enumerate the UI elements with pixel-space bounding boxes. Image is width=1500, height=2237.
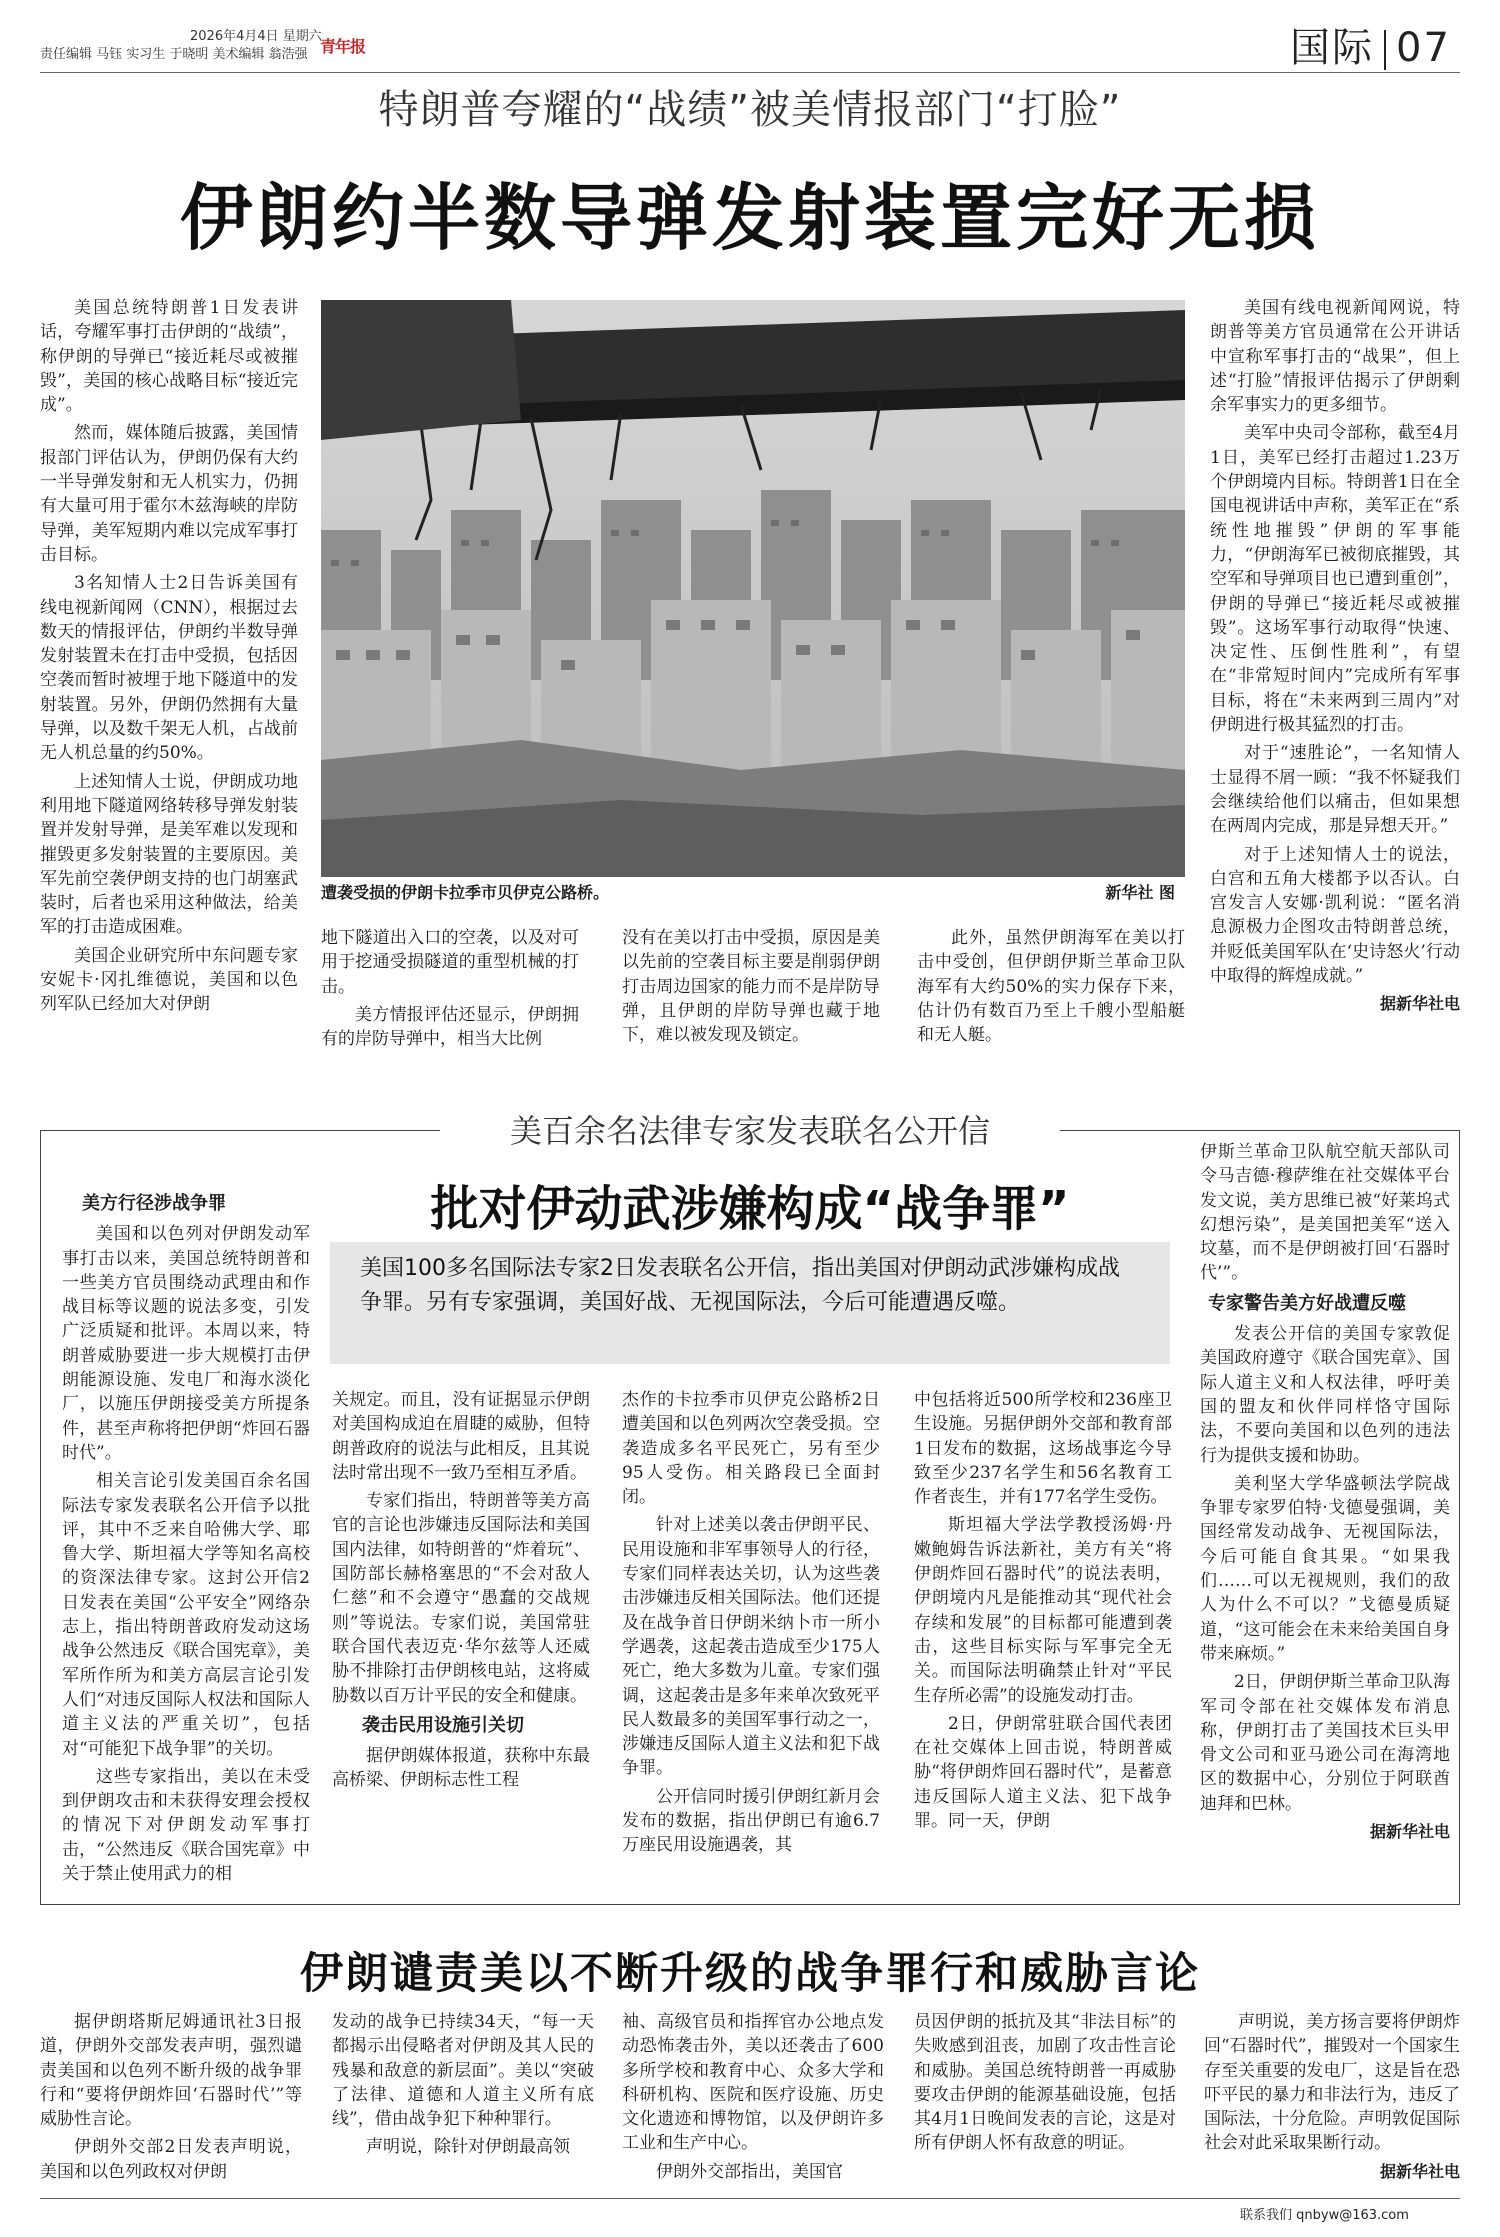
paragraph: 美国有线电视新闻网说，特朗普等美方官员通常在公开讲话中宣称军事打击的“战果”，但上述“打脸”情报评估揭示了伊朗剩余军事实力的更多细节。 xyxy=(1210,298,1460,416)
paragraph: 伊斯兰革命卫队航空航天部队司令马吉德·穆萨维在社交媒体平台发文说，美方思维已被“好莱坞式幻想污染”，是美国把美军“送入坟墓，而不是伊朗被打回‘石器时代’”。 xyxy=(1200,1142,1450,1284)
story1-column-2 xyxy=(321,926,579,1066)
photo-caption xyxy=(321,880,1185,903)
paragraph: 发动的战争已持续34天，“每一天都揭示出侵略者对伊朗及其人民的残暴和敌意的新层面”。美以“突破了法律、道德和人道主义所有底线”，借由战争犯下种种罪行。 xyxy=(332,2012,594,2130)
story1-column-4 xyxy=(917,926,1185,1066)
story2-summary: 美国100多名国际法专家2日发表联名公开信，指出美国对伊朗动武涉嫌构成战争罪。另有专家强调，美国好战、无视国际法，今后可能遭遇反噬。 xyxy=(330,1242,1170,1364)
paragraph: 伊朗外交部指出，美国官 xyxy=(656,2161,843,2182)
story3-column-5 xyxy=(1204,2010,1460,2190)
footer-contact: 联系我们 qnbyw@163.com xyxy=(1240,2208,1409,2223)
paragraph: 斯坦福大学法学教授汤姆·丹嫩鲍姆告诉法新社，美方有关“将伊朗炸回石器时代”的说法表明，伊朗境内凡是能推动其“现代社会存续和发展”的目标都可能遭到袭击，这些目标实际与军事完全无关。而国际法明确禁止针对“平民生存所必需”的设施发动打击。 xyxy=(914,1515,1172,1706)
paragraph: 据伊朗塔斯尼姆通讯社3日报道，伊朗外交部发表声明，强烈谴责美国和以色列不断升级的战争罪行和“要将伊朗炸回‘石器时代’”等威胁性言论。 xyxy=(40,2012,302,2130)
paragraph: 公开信同时援引伊朗红新月会发布的数据，指出伊朗已有逾6.7万座民用设施遇袭，其 xyxy=(622,1786,880,1856)
page-header-info xyxy=(40,28,322,64)
logo-text: 青年报 xyxy=(320,37,366,56)
story2-kicker: 美百余名法律专家发表联名公开信 xyxy=(440,1106,1060,1152)
story2-column-4 xyxy=(914,1388,1172,1888)
editor-credits: 责任编辑 马钰 实习生 于晓明 美术编辑 翁浩强 xyxy=(40,47,308,62)
paragraph: 美国企业研究所中东问题专家安妮卡·冈扎维德说，美国和以色列军队已经加大对伊朗 xyxy=(40,945,298,1015)
issue-date: 2026年4月4日 星期六 xyxy=(190,29,322,44)
story3-headline: 伊朗谴责美以不断升级的战争罪行和威胁言论 xyxy=(300,1949,1200,1999)
paragraph: 关规定。而且，没有证据显示伊朗对美国构成迫在眉睫的威胁，但特朗普政府的说法与此相反，且其说法时常出现不一致乃至相互矛盾。 xyxy=(332,1390,590,1483)
section-header xyxy=(1290,16,1474,70)
subheading: 美方行径涉战争罪 xyxy=(82,1193,226,1214)
story2-column-5 xyxy=(1200,1140,1450,1890)
paragraph: 发表公开信的美国专家敦促美国政府遵守《联合国宪章》、国际人道主义和人权法律，呼吁美国的盟友和伙伴同样恪守国际法，不要向美国和以色列的违法行为提供支援和协助。 xyxy=(1200,1324,1450,1466)
paragraph: 杰作的卡拉季市贝伊克公路桥2日遭美国和以色列两次空袭受损。空袭造成多名平民死亡，另有至少95人受伤。相关路段已全面封闭。 xyxy=(622,1390,880,1508)
photo-credit: 新华社 图 xyxy=(1105,883,1175,902)
story1-column-3 xyxy=(622,926,880,1066)
paragraph: 员因伊朗的抵抗及其“非法目标”的失败感到沮丧，加剧了攻击性言论和威胁。美国总统特朗普一再威胁要攻击伊朗的能源基础设施，包括其4月1日晚间发表的言论，这是对所有伊朗人怀有敌意的明证。 xyxy=(914,2012,1176,2154)
story3-column-4 xyxy=(914,2010,1176,2190)
paragraph: 然而，媒体随后披露，美国情报部门评估认为，伊朗仍保有大约一半导弹发射和无人机实力，仍拥有大量可用于霍尔木兹海峡的岸防导弹，美军短期内难以完成军事打击目标。 xyxy=(40,423,298,565)
story3-column-3 xyxy=(622,2010,884,2190)
paragraph: 美方情报评估还显示，伊朗拥有的岸防导弹中，相当大比例 xyxy=(321,1004,579,1050)
paragraph: 相关言论引发美国百余名国际法专家发表联名公开信予以批评，其中不乏来自哈佛大学、耶鲁大学、斯坦福大学等知名高校的资深法律专家。这封公开信2日发表在美国“公平安全”网络杂志上，指出特朗普政府发动这场战争公然违反《联合国宪章》，美军所作所为和美方高层言论引发人们“对违反国际人权法和国际人道主义法的严重关切”，包括对“可能犯下战争罪”的关切。 xyxy=(62,1471,310,1759)
story3-column-1 xyxy=(40,2010,302,2190)
paragraph: 地下隧道出入口的空袭，以及对可用于挖通受损隧道的重型机械的打击。 xyxy=(321,928,579,997)
paragraph: 美军中央司令部称，截至4月1日，美军已经打击超过1.23万个伊朗境内目标。特朗普1日在全国电视讲话中声称，美军正在“系统性地摧毁”伊朗的军事能力，“伊朗海军已被彻底摧毁，其空军和导弹项目也已遭到重创”，伊朗的导弹已“接近耗尽或被摧毁”。这场军事行动取得“快速、决定性、压倒性胜利”，有望在“非常短时间内”完成所有军事目标，将在“未来两到三周内”对伊朗进行极其猛烈的打击。 xyxy=(1210,423,1460,736)
story2-headline: 批对伊动武涉嫌构成“战争罪” xyxy=(430,1181,1070,1237)
paragraph: 声明说，美方扬言要将伊朗炸回“石器时代”，摧毁对一个国家生存至关重要的发电厂，这是旨在恐吓平民的暴力和非法行为，违反了国际法，十分危险。声明敦促国际社会对此采取果断行动。 xyxy=(1204,2012,1460,2154)
paragraph: 中包括将近500所学校和236座卫生设施。另据伊朗外交部和教育部1日发布的数据，这场战事迄今导致至少237名学生和56名教育工作者丧生，并有177名学生受伤。 xyxy=(914,1390,1172,1508)
paragraph: 3名知情人士2日告诉美国有线电视新闻网（CNN），根据过去数天的情报评估，伊朗约半数导弹发射装置未在打击中受损，包括因空袭而暂时被埋于地下隧道中的发射装置。另外，伊朗仍然拥有大量导弹，以及数千架无人机，占战前无人机总量的约50%。 xyxy=(40,573,298,764)
story1-headline: 伊朗约半数导弹发射装置完好无损 xyxy=(179,176,1320,260)
section-name: 国际 xyxy=(1290,25,1374,71)
paragraph: 这些专家指出，美以在未受到伊朗攻击和未获得安理会授权的情况下对伊朗发动军事打击，“公然违反《联合国宪章》中关于禁止使用武力的相 xyxy=(62,1766,310,1885)
paragraph: 美国总统特朗普1日发表讲话，夸耀军事打击伊朗的“战绩”，称伊朗的导弹已“接近耗尽或被摧毁”，美国的核心战略目标“接近完成”。 xyxy=(40,298,298,416)
paragraph: 伊朗外交部2日发表声明说，美国和以色列政权对伊朗 xyxy=(40,2137,302,2182)
story2-source: 据新华社电 xyxy=(1369,1822,1450,1842)
paragraph: 声明说，除针对伊朗最高领 xyxy=(366,2137,570,2158)
newspaper-logo xyxy=(320,24,376,64)
subheading: 袭击民用设施引关切 xyxy=(362,1714,524,1736)
paragraph: 专家们指出，特朗普等美方高官的言论也涉嫌违反国际法和美国国内法律，如特朗普的“炸着玩”、国防部长赫格塞思的“不会对敌人仁慈”和不会遵守“愚蠢的交战规则”等说法。专家们说，美国常驻联合国代表迈克·华尔兹等人还威胁不排除打击伊朗核电站，这将威胁数以百万计平民的安全和健康。 xyxy=(332,1491,590,1706)
story1-kicker: 特朗普夸耀的“战绩”被美情报部门“打脸” xyxy=(378,87,1122,133)
paragraph: 美利坚大学华盛顿法学院战争罪专家罗伯特·戈德曼强调，美国经常发动战争、无视国际法，今后可能自食其果。“如果我们……可以无视规则，我们的敌人为什么不可以？”戈德曼质疑道，“这可能会在未来给美国自身带来麻烦。” xyxy=(1200,1473,1450,1664)
paragraph: 对于“速胜论”，一名知情人士显得不屑一顾：“我不怀疑我们会继续给他们以痛击，但如果想在两周内完成，那是异想天开。” xyxy=(1210,743,1460,837)
news-photo-bridge xyxy=(321,300,1185,877)
header-rule xyxy=(40,72,1460,73)
story3-source: 据新华社电 xyxy=(1379,2161,1460,2181)
paragraph: 据伊朗媒体报道，获称中东最高桥梁、伊朗标志性工程 xyxy=(332,1746,590,1791)
paragraph: 上述知情人士说，伊朗成功地利用地下隧道网络转移导弹发射装置并发射导弹，是美军难以发现和摧毁更多发射装置的主要原因。美军先前空袭伊朗支持的也门胡塞武装时，后者也采用这种做法，给美军的打击造成困难。 xyxy=(40,771,298,938)
page-number: 07 xyxy=(1396,25,1451,71)
paragraph: 没有在美以打击中受损，原因是美以先前的空袭目标主要是削弱伊朗打击周边国家的能力而不是岸防导弹，且伊朗的岸防导弹也藏于地下，难以被发现及锁定。 xyxy=(622,928,880,1046)
paragraph: 对于上述知情人士的说法，白宫和五角大楼都予以否认。白宫发言人安娜·凯利说：“匿名消息源极力企图攻击特朗普总统，并贬低美国军队在‘史诗怒火’行动中取得的辉煌成就。” xyxy=(1210,844,1460,987)
damaged-bridge-photo xyxy=(321,300,1185,877)
paragraph: 2日，伊朗常驻联合国代表团在社交媒体上回击说，特朗普威胁“将伊朗炸回石器时代”，是蓄意违反国际人道主义法、犯下战争罪。同一天，伊朗 xyxy=(914,1713,1172,1832)
section-divider xyxy=(1384,30,1386,70)
caption-text: 遭袭受损的伊朗卡拉季市贝伊克公路桥。 xyxy=(321,883,610,902)
paragraph: 袖、高级官员和指挥官办公地点发动恐怖袭击外，美以还袭击了600多所学校和教育中心、众多大学和科研机构、医院和医疗设施、历史文化遗迹和博物馆，以及伊朗许多工业和生产中心。 xyxy=(622,2012,884,2154)
footer-rule xyxy=(40,2198,1460,2199)
paragraph: 美国和以色列对伊朗发动军事打击以来，美国总统特朗普和一些美方官员围绕动武理由和作战目标等议题的说法多变，引发广泛质疑和批评。本周以来，特朗普威胁要进一步大规模打击伊朗能源设施、发电厂和海水淡化厂，以施压伊朗接受美方所提条件，甚至声称将把伊朗“炸回石器时代”。 xyxy=(62,1224,310,1463)
story3-column-2 xyxy=(332,2010,594,2190)
story2-column-3 xyxy=(622,1388,880,1888)
story1-column-5 xyxy=(1210,296,1460,1066)
story1-source: 据新华社电 xyxy=(1379,994,1460,1014)
paragraph: 此外，虽然伊朗海军在美以打击中受创，但伊朗伊斯兰革命卫队海军有大约50%的实力保存下来，估计仍有数百乃至上千艘小型船艇和无人艇。 xyxy=(917,928,1185,1046)
paragraph: 针对上述美以袭击伊朗平民、民用设施和非军事领导人的行径，专家们同样表达关切，认为这些袭击涉嫌违反相关国际法。他们还提及在战争首日伊朗米纳卜市一所小学遇袭，这起袭击造成至少175人死亡，绝大多数为儿童。专家们强调，这起袭击是多年来单次致死平民人数最多的美国军事行动之一，涉嫌违反国际人道主义法和犯下战争罪。 xyxy=(622,1515,880,1779)
story1-column-1 xyxy=(40,296,298,1066)
subheading: 专家警告美方好战遭反噬 xyxy=(1208,1292,1406,1314)
story2-column-2 xyxy=(332,1388,590,1888)
paragraph: 2日，伊朗伊斯兰革命卫队海军司令部在社交媒体发布消息称，伊朗打击了美国技术巨头甲骨文公司和亚马逊公司在海湾地区的数据中心，分别位于阿联酋迪拜和巴林。 xyxy=(1200,1672,1450,1814)
story2-column-1 xyxy=(62,1186,310,1886)
